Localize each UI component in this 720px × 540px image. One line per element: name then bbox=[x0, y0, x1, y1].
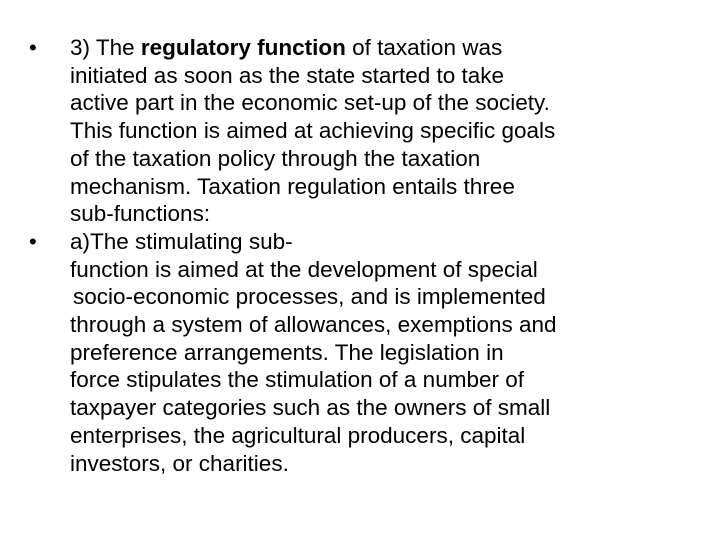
text-line: taxpayer categories such as the owners of small bbox=[70, 395, 551, 421]
bullet-dot-icon: • bbox=[29, 35, 37, 60]
text-line: of the taxation policy through the taxation bbox=[70, 145, 481, 171]
text-line: mechanism. Taxation regulation entails three bbox=[70, 173, 515, 199]
text-run: 3) The bbox=[70, 35, 141, 60]
text-line: socio-economic processes, and is implemented bbox=[73, 284, 546, 310]
text-line: a)The stimulating sub- bbox=[70, 228, 293, 254]
text-line: initiated as soon as the state started to take bbox=[70, 62, 505, 88]
text-line bbox=[70, 34, 709, 62]
text-line: sub-functions: bbox=[70, 201, 211, 227]
bullet-item-stimulating-subfunction bbox=[29, 228, 709, 477]
text-line: investors, or charities. bbox=[70, 450, 289, 476]
text-run: of taxation was bbox=[345, 35, 503, 60]
text-line: force stipulates the stimulation of a number of bbox=[70, 367, 524, 393]
text-line: This function is aimed at achieving specific goals bbox=[70, 118, 556, 144]
bullet-dot-icon: • bbox=[29, 228, 37, 254]
text-line: function is aimed at the development of special bbox=[70, 256, 538, 282]
text-line: enterprises, the agricultural producers, capital bbox=[70, 422, 526, 448]
text-line: active part in the economic set-up of the society. bbox=[70, 90, 550, 116]
text-line: through a system of allowances, exemptions and bbox=[70, 312, 557, 338]
text-line: preference arrangements. The legislation in bbox=[70, 339, 504, 365]
bullet-item-regulatory-function bbox=[29, 34, 709, 228]
bold-term: regulatory function bbox=[140, 35, 346, 60]
bullet-list bbox=[29, 34, 709, 477]
